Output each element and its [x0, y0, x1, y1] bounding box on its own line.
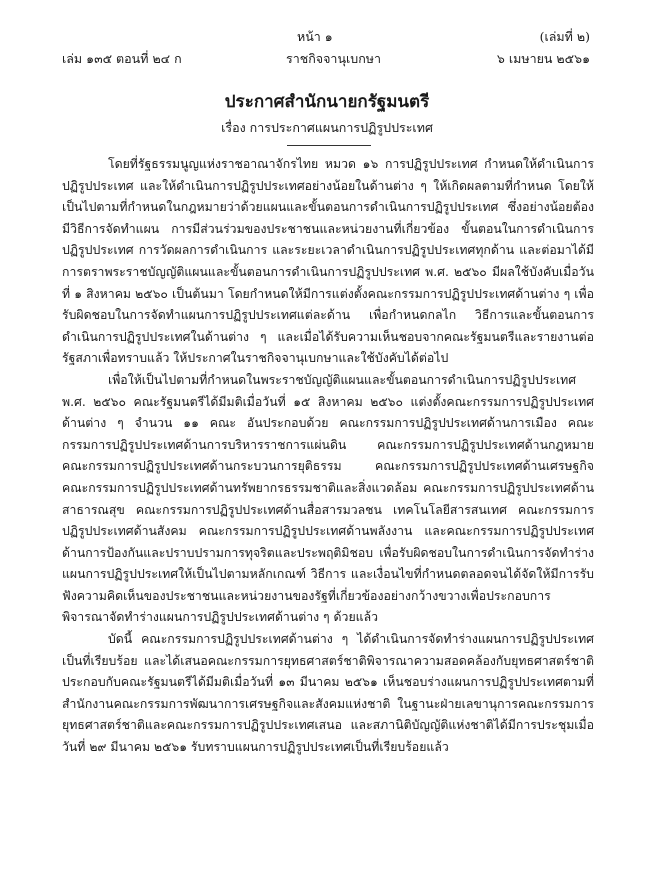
- body-paragraph: บัดนี้ คณะกรรมการปฏิรูปประเทศด้านต่าง ๆ ได้ดำเนินการจัดทำร่างแผนการปฏิรูปประเทศเป็นที่เรียบร้อย และได้เสนอคณะกรรมการยุทธศาสตร์ชาติพิจารณาความสอดคล้องกับยุทธศาสตร์ชาติประกอบกับคณะรัฐมนตรีได้มีมติเมื่อวันที่ ๑๓ มีนาคม ๒๕๖๑ เห็นชอบร่างแผนการปฏิรูปประเทศตามที่สำนักงานคณะกรรมการพัฒนาการเศรษฐกิจและสังคมแห่งชาติ ในฐานะฝ่ายเลขานุการคณะกรรมการยุทธศาสตร์ชาติและคณะกรรมการปฏิรูปประเทศเสนอ และสภานิติบัญญัติแห่งชาติได้มีการประชุมเมื่อวันที่ ๒๙ มีนาคม ๒๕๖๑ รับทราบแผนการปฏิรูปประเทศเป็นที่เรียบร้อยแล้ว: [62, 632, 594, 755]
- publication-date: ๖ เมษายน ๒๕๖๑: [496, 51, 590, 66]
- body-paragraph: โดยที่รัฐธรรมนูญแห่งราชอาณาจักรไทย หมวด ๑๖ การปฏิรูปประเทศ กำหนดให้ดำเนินการปฏิรูปประเทศ และให้ดำเนินการปฏิรูปประเทศอย่างน้อยในด้านต่าง ๆ ให้เกิดผลตามที่กำหนด โดยให้เป็นไปตามที่กำหนดในกฎหมายว่าด้วยแผนและขั้นตอนการดำเนินการปฏิรูปประเทศ ซึ่งอย่างน้อยต้องมีวิธีการจัดทำแผน การมีส่วนร่วมของประชาชนและหน่วยงานที่เกี่ยวข้อง ขั้นตอนในการดำเนินการปฏิรูปประเทศ การวัดผลการดำเนินการ และระยะเวลาดำเนินการปฏิรูปประเทศทุกด้าน และต่อมาได้มีการตราพระราชบัญญัติแผนและขั้นตอนการดำเนินการปฏิรูปประเทศ พ.ศ. ๒๕๖๐ มีผลใช้บังคับเมื่อวันที่ ๑ สิงหาคม ๒๕๖๐ เป็นต้นมา โดยกำหนดให้มีการแต่งตั้งคณะกรรมการปฏิรูปประเทศด้านต่าง ๆ เพื่อรับผิดชอบในการจัดทำแผนการปฏิรูปประเทศแต่ละด้าน เพื่อกำหนดกลไก วิธีการและขั้นตอนการดำเนินการปฏิรูปประเทศในด้านต่าง ๆ และเมื่อได้รับความเห็นชอบจากคณะรัฐมนตรีและรายงานต่อรัฐสภาเพื่อทราบแล้ว ให้ประกาศในราชกิจจานุเบกษาและใช้บังคับได้ต่อไป: [62, 157, 594, 366]
- gazette-name: ราชกิจจานุเบกษา: [286, 51, 382, 66]
- issue-info: เล่ม ๑๓๕ ตอนที่ ๒๔ ก: [62, 51, 182, 66]
- body-paragraph: เพื่อให้เป็นไปตามที่กำหนดในพระราชบัญญัติแผนและขั้นตอนการดำเนินการปฏิรูปประเทศ พ.ศ. ๒๕๖๐ คณะรัฐมนตรีได้มีมติเมื่อวันที่ ๑๕ สิงหาคม ๒๕๖๐ แต่งตั้งคณะกรรมการปฏิรูปประเทศด้านต่าง ๆ จำนวน ๑๑ คณะ อันประกอบด้วย คณะกรรมการปฏิรูปประเทศด้านการเมือง คณะกรรมการปฏิรูปประเทศด้านการบริหารราชการแผ่นดิน คณะกรรมการปฏิรูปประเทศด้านกฎหมาย คณะกรรมการปฏิรูปประเทศด้านกระบวนการยุติธรรม คณะกรรมการปฏิรูปประเทศด้านเศรษฐกิจ คณะกรรมการปฏิรูปประเทศด้านทรัพยากรธรรมชาติและสิ่งแวดล้อม คณะกรรมการปฏิรูปประเทศด้านสาธารณสุข คณะกรรมการปฏิรูปประเทศด้านสื่อสารมวลชน เทคโนโลยีสารสนเทศ คณะกรรมการปฏิรูปประเทศด้านสังคม คณะกรรมการปฏิรูปประเทศด้านพลังงาน และคณะกรรมการปฏิรูปประเทศด้านการป้องกันและปราบปรามการทุจริตและประพฤติมิชอบ เพื่อรับผิดชอบในการดำเนินการจัดทำร่างแผนการปฏิรูปประเทศให้เป็นไปตามหลักเกณฑ์ วิธีการ และเงื่อนไขที่กำหนดตลอดจนได้จัดให้มีการรับฟังความคิดเห็นของประชาชนและหน่วยงานของรัฐที่เกี่ยวข้องอย่างกว้างขวางเพื่อประกอบการพิจารณาจัดทำร่างแผนการปฏิรูปประเทศด้านต่าง ๆ ด้วยแล้ว: [62, 372, 594, 625]
- document-title: ประกาศสำนักนายกรัฐมนตรี: [224, 92, 430, 112]
- document-body: [62, 154, 594, 759]
- title-divider: [287, 145, 371, 146]
- volume-number: (เล่มที่ ๒): [539, 29, 590, 44]
- page-number: หน้า ๑: [297, 29, 333, 44]
- document-subject: เรื่อง การประกาศแผนการปฏิรูปประเทศ: [221, 120, 433, 135]
